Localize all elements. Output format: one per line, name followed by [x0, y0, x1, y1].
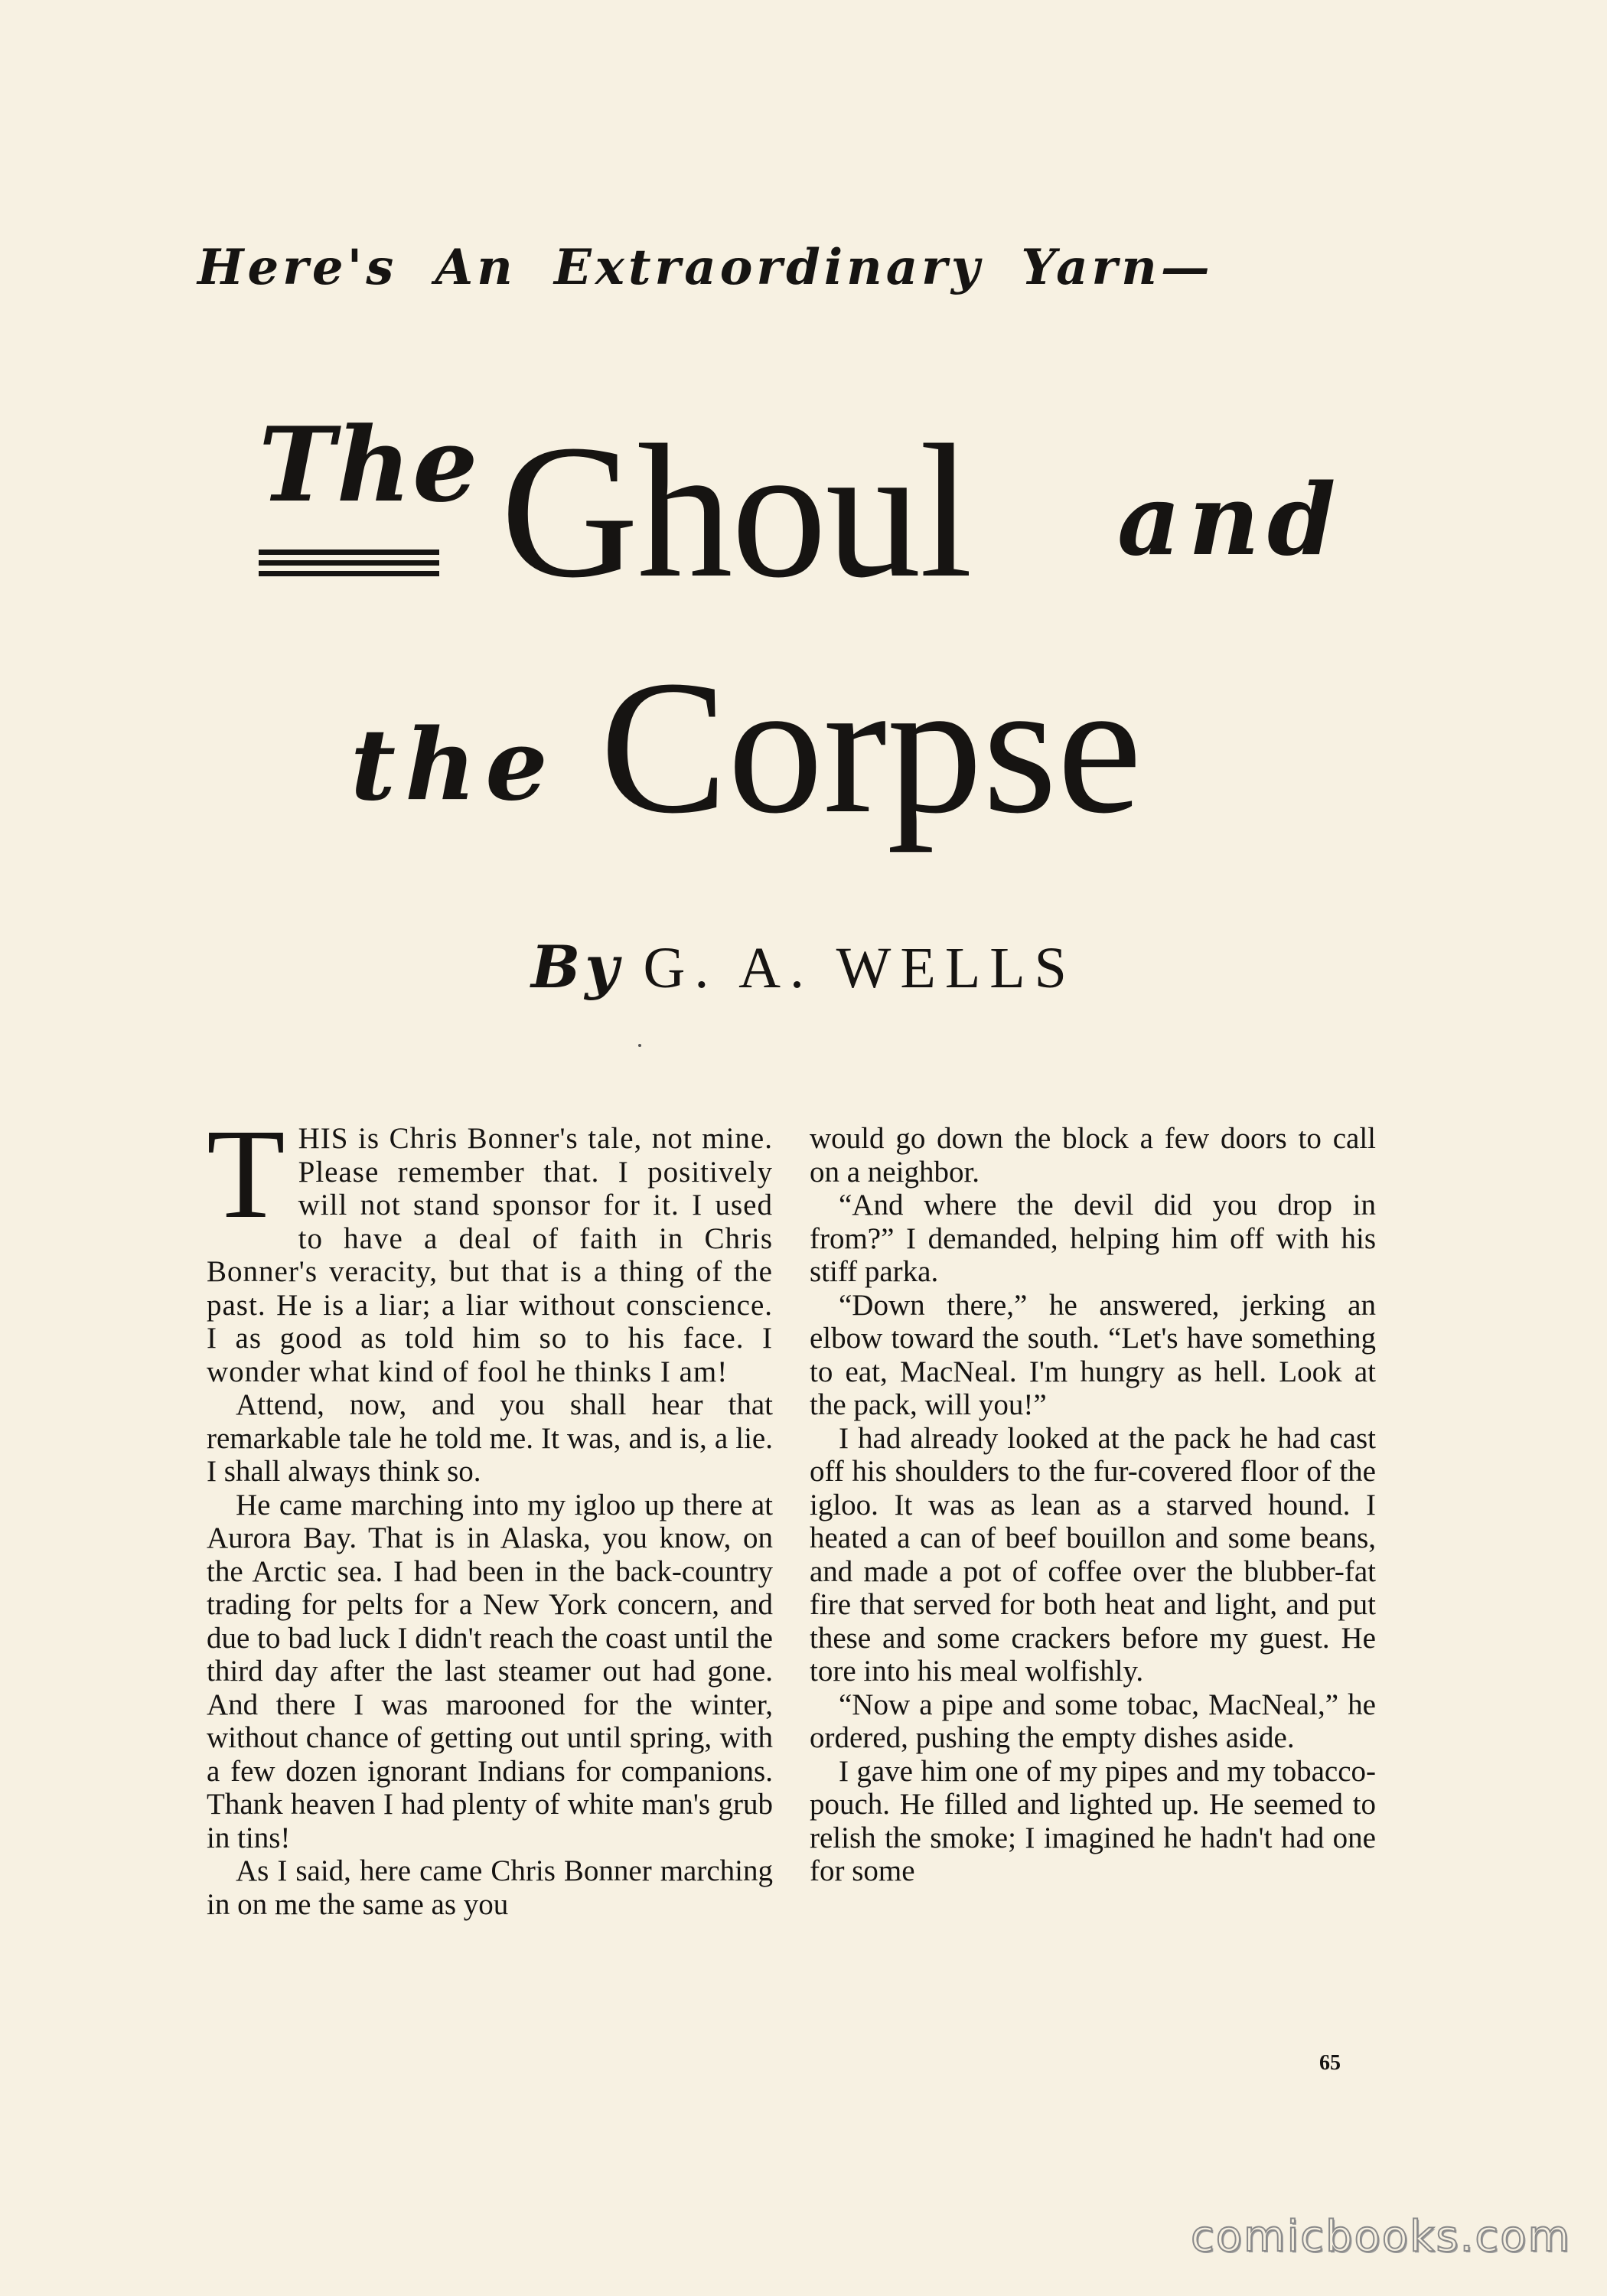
title-underline-rule — [259, 571, 439, 576]
byline — [0, 933, 1607, 1001]
story-paragraph: “Now a pipe and some tobac, MacNeal,” he ordered, pushing the empty dishes aside. — [810, 1688, 1376, 1754]
story-paragraph — [207, 1122, 773, 1388]
title-word-the-top: The — [259, 404, 480, 525]
story-paragraph: I gave him one of my pipes and my tobacco-pouch. He filled and lighted up. He seemed to relish the smoke; I imagined he hadn't had one for some — [810, 1754, 1376, 1887]
story-paragraph: “And where the devil did you drop in from?” I demanded, helping him off with his stiff parka. — [810, 1189, 1376, 1288]
watermark-logo: comicbooks.com — [1191, 2212, 1572, 2262]
page-number: 65 — [1319, 2051, 1341, 2075]
byline-author: G. A. WELLS — [643, 936, 1076, 1000]
separator-dot — [638, 1044, 641, 1047]
story-paragraph: He came marching into my igloo up there at Aurora Bay. That is in Alaska, you know, on the Arctic sea. I had been in the back-country trading for pelts for a New York concern, and due to bad luck I didn't reach the coast until the third day after the last steamer out had gone. And there I was marooned for the winter, without chance of getting out until spring, with a few dozen ignorant Indians for companions. Thank heaven I had plenty of white man's grub in tins! — [207, 1488, 773, 1854]
title-underline-rule — [259, 550, 439, 555]
story-paragraph: Attend, now, and you shall hear that remarkable tale he told me. It was, and is, a lie. I shall always think so. — [207, 1388, 773, 1488]
byline-by: By — [531, 933, 624, 1001]
story-paragraph: I had already looked at the pack he had cast off his shoulders to the fur-covered floor of the igloo. It was as lean as a starved hound. I heated a can of beef bouillon and some beans, and made a pot of coffee over the blubber-fat fire that served for both heat and light, and put these and some crackers before my guest. He tore into his meal wolfishly. — [810, 1421, 1376, 1688]
story-column-right — [810, 1122, 1376, 2056]
title-word-corpse: Corpse — [600, 641, 1143, 853]
title-word-the-bottom: the — [350, 708, 557, 823]
kicker-headline: Here's An Extraordinary Yarn— — [197, 239, 1214, 296]
story-column-left — [207, 1122, 773, 2056]
title-word-ghoul: Ghoul — [500, 406, 971, 618]
paragraph-text: HIS is Chris Bonner's tale, not mine. Please remember that. I positively will not stand sponsor for it. I used to have a deal of faith in Chris Bonner's veracity, but that is a thing of the past. He is a liar; a liar without conscience. I as good as told him so to his face. I wonder what kind of fool he thinks I am! — [207, 1122, 773, 1388]
title-underline-rule — [259, 560, 439, 566]
title-word-and: and — [1117, 463, 1344, 578]
story-paragraph: “Down there,” he answered, jerking an elbow toward the south. “Let's have something to eat, MacNeal. I'm hungry as hell. Look at the pack, will you!” — [810, 1288, 1376, 1421]
drop-cap: T — [207, 1122, 286, 1245]
story-paragraph: would go down the block a few doors to call on a neighbor. — [810, 1122, 1376, 1189]
story-paragraph: As I said, here came Chris Bonner marching in on me the same as you — [207, 1854, 773, 1921]
